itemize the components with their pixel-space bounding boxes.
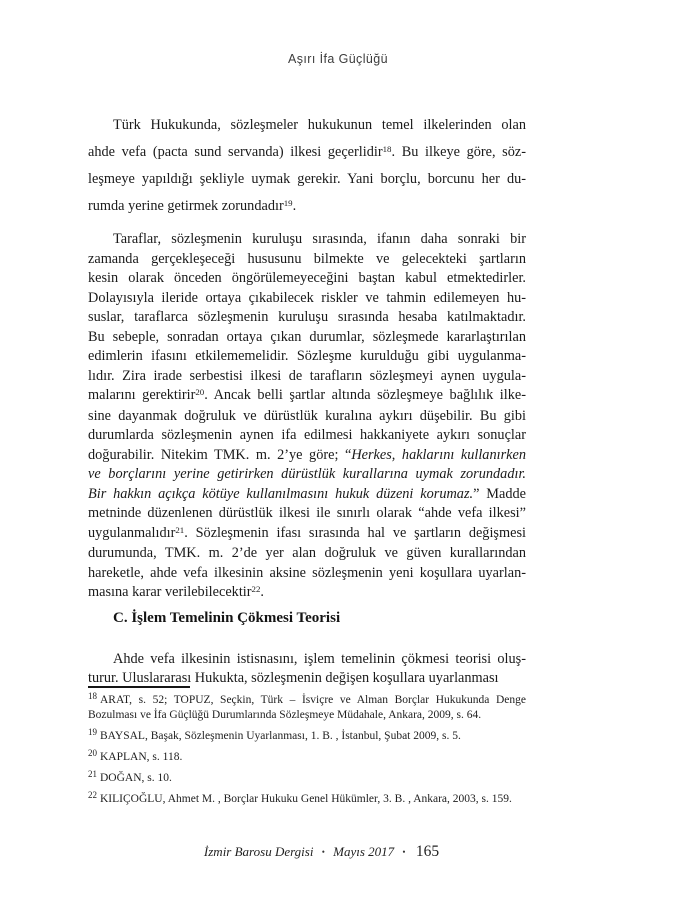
text-segment: leşmeye yapıldığı şekliyle uymak gerekir. Yani borçlu, borcunu her du- <box>88 171 526 187</box>
paragraph-2 <box>88 230 526 604</box>
page-number: 165 <box>415 843 440 860</box>
text-segment: lıdır. Zira irade serbestisi ilkesi de tarafların sözleşmeyi aynen uygula- <box>88 367 526 384</box>
text-segment: doğurabilir. Nitekim TMK. m. 2’ye göre; “ <box>88 446 352 463</box>
text-segment: edimlerin ifasını etkilememelidir. Sözleşme kurulduğu gibi uygulanma- <box>88 348 526 364</box>
paragraph-1 <box>88 112 526 220</box>
text-segment: malarını gerektirir <box>88 387 196 403</box>
text-segment: durumlarda sözleşmenin aynen ifa edilmesi hakkaniyete aykırı sonuçlar <box>88 427 526 443</box>
journal-title: İzmir Barosu Dergisi <box>203 844 314 859</box>
text-line <box>88 308 526 328</box>
text-line <box>88 650 526 670</box>
text-segment: hareketle, ahde vefa ilkesinin aksine sözleşmenin yeni koşullara uyarlan- <box>88 564 526 581</box>
quote-text: ve borçlarını yerine getirirken dürüstlük kurallarına uymak zorundadır. <box>88 466 526 482</box>
footnote-number: 22 <box>88 789 97 800</box>
text-line <box>88 544 526 564</box>
text-segment: Bu sebeple, sonradan ortaya çıkan durumlar, sözleşmede kararlaştırılan <box>88 328 526 345</box>
footer-bullet-icon: • <box>402 847 406 857</box>
running-header-title: Aşırı İfa Güçlüğü <box>288 52 388 66</box>
footnote-20 <box>88 747 526 765</box>
text-segment: kesin olarak önceden öngörülemeyeceğini baştan kabul etmektedirler. <box>88 270 526 286</box>
paragraph-3 <box>88 650 526 689</box>
quote-text: Bir hakkın açıkça kötüye kullanılmasını hukuk düzeni korumaz. <box>88 485 474 502</box>
text-segment: turur. Uluslararası Hukukta, sözleşmenin değişen koşullara uyarlanması <box>88 670 499 686</box>
footnote-reference: 18 <box>382 143 392 154</box>
footnote-text: DOĞAN, s. 10. <box>100 772 172 784</box>
text-segment: Ahde vefa ilkesinin istisnasını, işlem temelinin çökmesi teorisi oluş- <box>113 650 526 667</box>
text-segment: . Ancak belli şartlar altında sözleşmeye bağlılık ilke- <box>204 387 526 403</box>
text-line <box>88 193 526 221</box>
page-footer <box>0 843 643 861</box>
footnote-text: BAYSAL, Başak, Sözleşmenin Uyarlanması, 1. B. , İstanbul, Şubat 2009, s. 5. <box>100 730 461 742</box>
text-line <box>88 485 526 505</box>
text-segment: rumda yerine getirmek zorundadır <box>88 197 284 214</box>
footnote-text: ARAT, s. 52; TOPUZ, Seçkin, Türk – İsviçre ve Alman Borçlar Hukukunda Denge Bozulması ve İfa Güçlüğü Durumlarında Sözleşmeye Müdahale, Ankara, 2009, s. 64. <box>88 694 526 721</box>
footnote-number: 18 <box>88 690 97 701</box>
footnotes-section <box>88 690 526 813</box>
text-segment: sine dayanmak doğruluk ve dürüstlük kuralına aykırı düşebilir. Bu gibi <box>88 407 526 424</box>
text-segment: ” Madde <box>473 485 526 502</box>
text-line <box>88 112 526 139</box>
footnote-18 <box>88 690 526 723</box>
footnote-reference: 20 <box>195 387 205 398</box>
footnote-text: KAPLAN, s. 118. <box>100 751 183 763</box>
text-line <box>88 446 526 466</box>
footnote-19 <box>88 726 526 744</box>
text-segment: . Sözleşmenin ifası sırasında hal ve şartların değişmesi <box>184 524 526 541</box>
text-line <box>88 230 526 250</box>
text-line <box>88 367 526 387</box>
text-segment: Taraflar, sözleşmenin kuruluşu sırasında, ifanın daha sonraki bir <box>113 231 526 247</box>
text-line <box>88 564 526 584</box>
text-line <box>88 139 526 167</box>
footnote-reference: 19 <box>283 197 293 208</box>
footnote-number: 19 <box>88 726 97 737</box>
text-segment: ahde vefa (pacta sund servanda) ilkesi geçerlidir <box>88 143 383 160</box>
text-line <box>88 347 526 367</box>
footer-bullet-icon: • <box>321 847 325 857</box>
issue-date: Mayıs 2017 <box>333 844 395 859</box>
footnote-22 <box>88 789 526 807</box>
text-line <box>88 386 526 407</box>
text-line <box>88 407 526 427</box>
footnote-separator-rule <box>88 686 190 688</box>
footnote-number: 21 <box>88 768 97 779</box>
text-segment: Türk Hukukunda, sözleşmeler hukukunun temel ilkelerinden olan <box>113 117 526 133</box>
text-line <box>88 465 526 485</box>
text-line <box>88 328 526 348</box>
text-line <box>88 166 526 193</box>
text-line <box>88 269 526 289</box>
footnote-text: KILIÇOĞLU, Ahmet M. , Borçlar Hukuku Genel Hükümler, 3. B. , Ankara, 2003, s. 159. <box>100 793 512 805</box>
text-segment: . <box>260 584 264 600</box>
text-line <box>88 583 526 604</box>
footnote-reference: 22 <box>251 584 261 595</box>
text-line <box>88 250 526 270</box>
quote-text: Herkes, haklarını kullanırken <box>351 446 526 463</box>
text-segment: metninde düzenlenen dürüstlük ilkesi ile sınırlı olarak “ahde vefa ilkesi” <box>88 505 526 521</box>
text-segment: . <box>292 197 297 214</box>
article-body <box>88 112 526 689</box>
footnote-reference: 21 <box>175 524 185 535</box>
text-line <box>88 426 526 446</box>
text-segment: suslar, taraflarca sözleşmenin kuruluşu sırasında hesaba katılmaktadır. <box>88 309 526 325</box>
footnote-number: 20 <box>88 747 97 758</box>
text-line <box>88 289 526 309</box>
footnote-21 <box>88 768 526 786</box>
text-line <box>88 504 526 524</box>
text-segment: masına karar verilebilecektir <box>88 584 252 600</box>
text-segment: Dolayısıyla ileride ortaya çıkabilecek riskler ve tahmin edilemeyen hu- <box>88 289 526 306</box>
text-line <box>88 524 526 545</box>
section-heading: C. İşlem Temelinin Çökmesi Teorisi <box>113 609 341 626</box>
text-segment: uygulanmalıdır <box>88 524 176 541</box>
text-segment: . Bu ilkeye göre, söz- <box>391 143 526 160</box>
text-segment: zamanda gerçekleşeceği hususunu bilmekte ve gelecekteki şartların <box>88 250 526 267</box>
text-segment: durumunda, TMK. m. 2’de yer alan doğruluk ve güven kurallarından <box>88 545 526 561</box>
